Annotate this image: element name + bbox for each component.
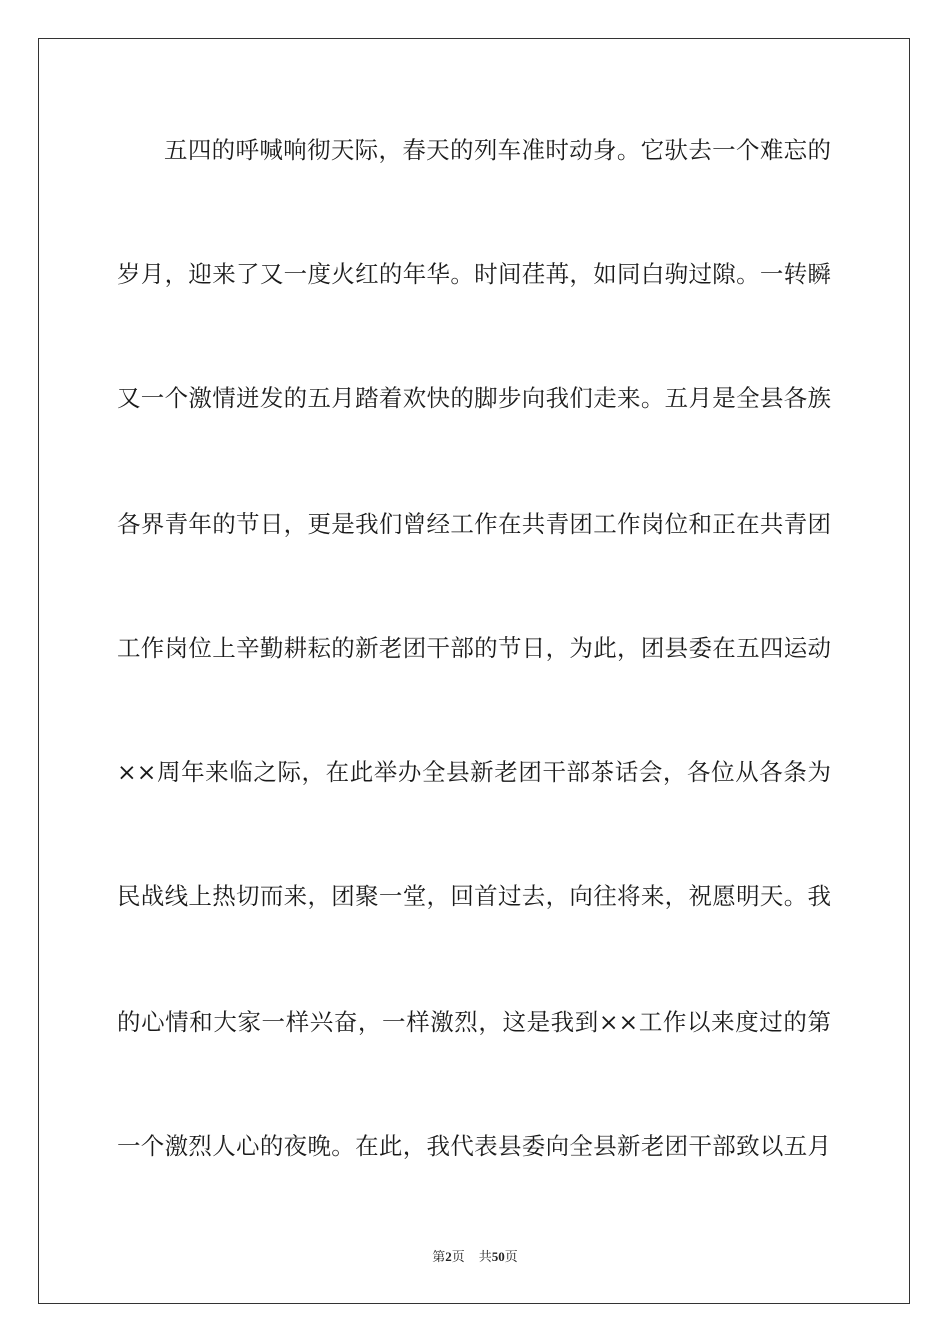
paragraph-line-8: 的心情和大家一样兴奋，一样激烈，这是我到××工作以来度过的第	[117, 1008, 831, 1036]
page-suffix: 页	[451, 1250, 465, 1265]
paragraph-line-1: 五四的呼喊响彻天际，春天的列车准时动身。它驮去一个难忘的	[164, 136, 831, 164]
paragraph-line-2: 岁月，迎来了又一度火红的年华。时间荏苒，如同白驹过隙。一转瞬	[117, 260, 831, 288]
paragraph-line-4: 各界青年的节日，更是我们曾经工作在共青团工作岗位和正在共青团	[117, 510, 831, 538]
paragraph-line-7: 民战线上热切而来，团聚一堂，回首过去，向往将来，祝愿明天。我	[117, 882, 831, 910]
page-border	[38, 38, 910, 1304]
paragraph-line-3: 又一个激情迸发的五月踏着欢快的脚步向我们走来。五月是全县各族	[117, 384, 831, 412]
total-prefix: 共	[478, 1250, 492, 1265]
paragraph-line-6: ××周年来临之际，在此举办全县新老团干部茶话会，各位从各条为	[117, 758, 831, 786]
page-number: 2	[445, 1249, 452, 1264]
page-prefix: 第	[432, 1250, 446, 1265]
page-footer	[0, 1248, 950, 1267]
total-suffix: 页	[504, 1250, 518, 1265]
paragraph-line-5: 工作岗位上辛勤耕耘的新老团干部的节日，为此，团县委在五四运动	[117, 634, 831, 662]
total-pages: 50	[491, 1249, 505, 1264]
paragraph-line-9: 一个激烈人心的夜晚。在此，我代表县委向全县新老团干部致以五月	[117, 1132, 831, 1160]
